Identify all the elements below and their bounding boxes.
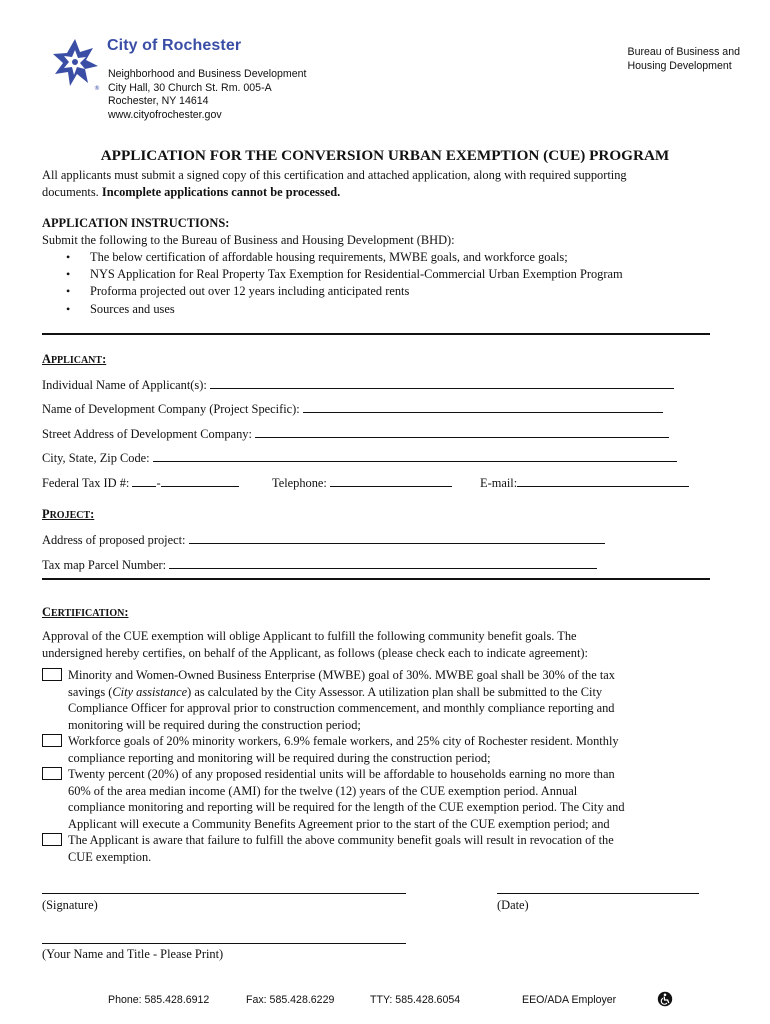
- heading-rest: ERTIFICATION: [50, 608, 125, 619]
- affordable-housing-checkbox[interactable]: [42, 767, 62, 780]
- org-name: City of Rochester: [107, 37, 242, 54]
- accessibility-wheelchair-icon: [657, 991, 673, 1007]
- individual-name-label: Individual Name of Applicant(s):: [42, 378, 207, 392]
- intro-plain: documents.: [42, 184, 102, 199]
- email-field[interactable]: [517, 474, 689, 487]
- email-label: E-mail:: [480, 476, 518, 490]
- telephone-field[interactable]: [330, 474, 452, 487]
- intro-line-2: [42, 184, 627, 201]
- instructions-heading-text: APPLICATION INSTRUCTIONS:: [42, 216, 230, 230]
- heading-initial: C: [42, 605, 51, 619]
- bureau-line: Bureau of Business and: [627, 46, 740, 58]
- certification-heading: [42, 605, 128, 620]
- cert-item-line: CUE exemption.: [68, 849, 152, 864]
- heading-rest: ROJECT: [49, 510, 91, 521]
- telephone-label: Telephone:: [272, 476, 327, 490]
- mwbe-goal-checkbox[interactable]: [42, 668, 62, 681]
- individual-name-row: [42, 376, 674, 393]
- project-address-row: [42, 531, 605, 548]
- cert-item-line: monitoring will be required during the construction period;: [68, 717, 361, 732]
- revocation-awareness-checkbox[interactable]: [42, 833, 62, 846]
- intro-text: [42, 167, 627, 200]
- list-item: • Proforma projected out over 12 years including anticipated rents: [66, 283, 623, 300]
- org-address: [108, 68, 306, 122]
- svg-text:®: ®: [94, 85, 100, 92]
- applicant-heading: [42, 352, 106, 367]
- individual-name-field[interactable]: [210, 376, 674, 389]
- tax-id-row: [42, 474, 239, 491]
- footer-phone: Phone: 585.428.6912: [108, 994, 210, 1006]
- cert-item-line: Applicant will execute a Community Benefits Agreement prior to the start of the CUE exemption period; and: [68, 816, 610, 831]
- project-heading: [42, 507, 94, 522]
- cert-item-line: Compliance Officer for approval prior to construction commencement, and monthly compliance reporting and: [68, 701, 615, 715]
- print-name-label: (Your Name and Title - Please Print): [42, 947, 224, 961]
- instructions-subheading: Submit the following to the Bureau of Business and Housing Development (BHD):: [42, 233, 455, 247]
- certification-paragraph: [42, 628, 588, 661]
- heading-colon: :: [124, 605, 129, 619]
- project-address-field[interactable]: [189, 531, 605, 544]
- list-item: • The below certification of affordable housing requirements, MWBE goals, and workforce goals;: [66, 249, 623, 266]
- website-link[interactable]: www.cityofrochester.gov: [108, 108, 222, 121]
- cert-item-line: 60% of the area median income (AMI) for the twelve (12) years of the CUE exemption period. Annual: [68, 783, 578, 798]
- print-name-line[interactable]: [42, 943, 406, 944]
- paragraph-line: Approval of the CUE exemption will oblige Applicant to fulfill the following community benefit goals. The: [42, 629, 577, 643]
- section-divider: [42, 578, 710, 580]
- city-logo-icon: [50, 36, 100, 92]
- street-address-field[interactable]: [255, 425, 669, 438]
- heading-initial: P: [42, 507, 50, 521]
- address-line: Rochester, NY 14614: [108, 95, 209, 107]
- footer-eeo: EEO/ADA Employer: [522, 994, 617, 1006]
- cert-item-line: savings (City assistance) as calculated by the City Assessor. A utilization plan shall be submitted to the City: [68, 684, 603, 699]
- tax-id-field-suffix[interactable]: [161, 474, 239, 487]
- heading-initial: A: [42, 352, 51, 366]
- cert-item-line: compliance reporting and monitoring will be required during the construction period;: [68, 750, 491, 765]
- signature-line[interactable]: [42, 893, 406, 894]
- address-line: City Hall, 30 Church St. Rm. 005-A: [108, 81, 272, 94]
- heading-colon: :: [102, 352, 107, 366]
- city-state-zip-field[interactable]: [153, 449, 677, 462]
- company-name-row: [42, 400, 663, 417]
- company-name-field[interactable]: [303, 400, 663, 413]
- cert-item-line: Workforce goals of 20% minority workers, 6.9% female workers, and 25% city of Rochester resident. Monthly: [68, 734, 619, 748]
- email-row: [480, 474, 689, 491]
- cert-item-text: [68, 733, 728, 766]
- city-state-zip-label: City, State, Zip Code:: [42, 451, 150, 465]
- heading-colon: :: [90, 507, 95, 521]
- list-item: • NYS Application for Real Property Tax Exemption for Residential-Commercial Urban Exemption Program: [66, 266, 623, 283]
- tax-id-separator: -: [156, 476, 161, 490]
- page-title: APPLICATION FOR THE CONVERSION URBAN EXEMPTION (CUE) PROGRAM: [100, 147, 670, 164]
- address-line: Neighborhood and Business Development: [108, 68, 307, 80]
- cert-item-line: The Applicant is aware that failure to fulfill the above community benefit goals will result in revocation of the: [68, 833, 614, 847]
- parcel-field[interactable]: [169, 556, 597, 569]
- cert-item-line: compliance monitoring and reporting will be required for the length of the CUE exemption period. The City and: [68, 800, 625, 814]
- instructions-heading: [42, 215, 229, 232]
- intro-warning: Incomplete applications cannot be processed.: [101, 184, 341, 199]
- paragraph-line: undersigned hereby certifies, on behalf of the Applicant, as follows (please check each to indicate agreement):: [42, 645, 588, 660]
- footer-tty: TTY: 585.428.6054: [370, 994, 461, 1006]
- list-item: • Sources and uses: [66, 301, 623, 318]
- cert-item-text: [68, 766, 728, 832]
- bureau-line: Housing Development: [627, 59, 732, 72]
- project-address-label: Address of proposed project:: [42, 533, 186, 547]
- date-line[interactable]: [497, 893, 699, 894]
- footer-fax: Fax: 585.428.6229: [246, 994, 335, 1006]
- signature-label: (Signature): [42, 898, 98, 912]
- section-divider: [42, 333, 710, 335]
- city-state-zip-row: [42, 449, 677, 466]
- parcel-label: Tax map Parcel Number:: [42, 558, 167, 572]
- heading-rest: PPLICANT: [50, 355, 103, 366]
- cert-item-text: [68, 667, 728, 733]
- workforce-goal-checkbox[interactable]: [42, 734, 62, 747]
- intro-line: All applicants must submit a signed copy of this certification and attached application, along with required supporting: [42, 168, 627, 182]
- instructions-list: [66, 249, 623, 318]
- cert-item-text: [68, 832, 728, 865]
- street-address-row: [42, 425, 669, 442]
- cert-item-line: Minority and Women-Owned Business Enterprise (MWBE) goal of 30%. MWBE goal shall be 30% of the tax: [68, 668, 615, 682]
- bureau-name: [628, 46, 741, 73]
- telephone-row: [272, 474, 452, 491]
- parcel-row: [42, 556, 597, 573]
- company-name-label: Name of Development Company (Project Specific):: [42, 402, 300, 416]
- tax-id-field-prefix[interactable]: [132, 474, 156, 487]
- street-address-label: Street Address of Development Company:: [42, 427, 252, 441]
- cert-item-line: Twenty percent (20%) of any proposed residential units will be affordable to households earning no more than: [68, 767, 615, 781]
- tax-id-label: Federal Tax ID #:: [42, 476, 130, 490]
- date-label: (Date): [497, 898, 529, 912]
